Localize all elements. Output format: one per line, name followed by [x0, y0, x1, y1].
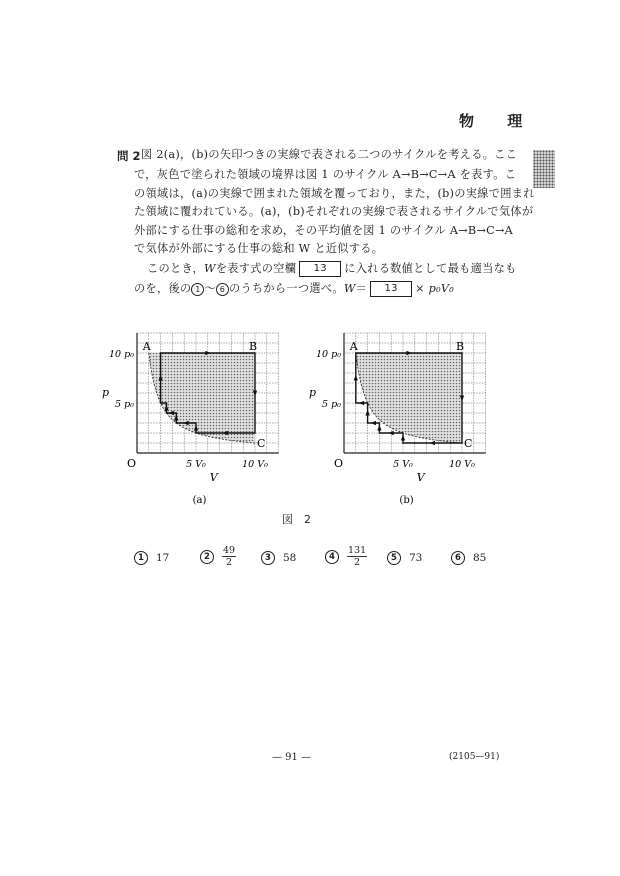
numerator: 131	[348, 545, 367, 556]
x-axis-label: V	[209, 471, 218, 484]
y-tick-10p0: 10 p₀	[316, 349, 341, 360]
arrow-marker	[359, 401, 365, 405]
choice-value: 58	[283, 552, 297, 564]
subject-title: 物 理	[459, 112, 537, 130]
numerator: 49	[223, 545, 236, 556]
choice-value: 85	[473, 552, 487, 564]
y-tick-10p0: 10 p₀	[109, 349, 134, 360]
arrow-marker	[377, 425, 381, 431]
question-line-8	[134, 281, 454, 297]
fraction	[222, 545, 236, 568]
arrow-marker	[354, 375, 358, 381]
line7-text-c: に入れる数値として最も適当なも	[344, 262, 517, 275]
fraction	[347, 545, 367, 568]
equals-sign: ＝	[355, 282, 368, 295]
question-line-1: 図 2(a)，(b)の矢印つきの実線で表される二つのサイクルを考える。ここ	[141, 148, 518, 161]
figure-caption-a: (a)	[192, 495, 207, 506]
w-symbol: W	[204, 262, 216, 275]
figure-title: 図 2	[282, 513, 311, 526]
answer-blank-13: 13	[299, 261, 341, 277]
choice-value: 73	[409, 552, 423, 564]
origin-label: O	[334, 457, 344, 470]
question-line-6: で気体が外部にする仕事の総和 W と近似する。	[134, 242, 384, 255]
choice-1[interactable]	[134, 551, 169, 565]
question-line-3: の領域は，(a)の実線で囲まれた領域を覆っており，また，(b)の実線で囲まれ	[134, 187, 535, 200]
question-line-7	[147, 261, 517, 277]
choice-value: 17	[156, 552, 170, 564]
choice-mark-1: 1	[134, 551, 148, 565]
y-tick-5p0: 5 p₀	[115, 399, 134, 410]
choice-5[interactable]	[387, 551, 422, 565]
point-c-label: C	[257, 437, 266, 450]
shaded-region	[149, 353, 255, 443]
point-a-label: A	[142, 340, 151, 353]
y-axis-label: p	[102, 386, 110, 399]
figure-caption-b: (b)	[399, 495, 414, 506]
arrow-marker	[371, 421, 377, 425]
section-tab-mark	[533, 150, 555, 188]
choice-mark-5: 5	[387, 551, 401, 565]
figure-a	[95, 325, 295, 515]
circled-number-1: 1	[191, 283, 204, 296]
exam-code: (2105—91)	[449, 752, 500, 762]
arrow-marker	[388, 431, 394, 435]
point-b-label: B	[249, 340, 258, 353]
w-symbol: W	[343, 282, 356, 295]
choice-4[interactable]	[325, 545, 367, 568]
denominator: 2	[354, 557, 361, 568]
y-axis-label: p	[309, 386, 317, 399]
page-number: — 91 —	[272, 752, 312, 763]
arrow-marker	[430, 441, 436, 445]
choice-mark-6: 6	[451, 551, 465, 565]
question-number: 問 2	[117, 149, 141, 163]
question-line-2: で，灰色で塗られた領域の境界は図 1 のサイクル A→B→C→A を表す。こ	[134, 168, 517, 181]
choice-2[interactable]	[200, 545, 236, 568]
tilde: ～	[204, 282, 216, 295]
line7-text-a: このとき，	[147, 262, 204, 275]
line8-text-b: のうちから一つ選べ。	[228, 282, 344, 295]
x-tick-10v0: 10 V₀	[449, 459, 475, 470]
choice-mark-2: 2	[200, 550, 214, 564]
origin-label: O	[127, 457, 137, 470]
x-tick-10v0: 10 V₀	[242, 459, 268, 470]
line8-text-a: のを，後の	[134, 282, 192, 295]
x-tick-5v0: 5 V₀	[186, 459, 206, 470]
question-line-4: た領域に覆われている。(a)，(b)それぞれの実線で表されるサイクルで気体が	[134, 205, 534, 218]
line7-text-b: を表す式の空欄	[215, 262, 297, 275]
x-tick-5v0: 5 V₀	[393, 459, 413, 470]
figure-b	[302, 325, 502, 515]
point-a-label: A	[349, 340, 358, 353]
answer-blank-13: 13	[370, 281, 412, 297]
question-line-5: 外部にする仕事の総和を求め，その平均値を図 1 のサイクル A→B→C→A	[134, 224, 514, 237]
circled-number-6: 6	[216, 283, 229, 296]
choice-6[interactable]	[451, 551, 486, 565]
point-b-label: B	[456, 340, 465, 353]
x-axis-label: V	[416, 471, 425, 484]
y-tick-5p0: 5 p₀	[322, 399, 341, 410]
point-c-label: C	[464, 437, 473, 450]
p0v0-term: × p₀V₀	[415, 282, 455, 295]
choice-3[interactable]	[261, 551, 296, 565]
choice-mark-3: 3	[261, 551, 275, 565]
choice-mark-4: 4	[325, 550, 339, 564]
denominator: 2	[226, 557, 233, 568]
shaded-region	[356, 353, 462, 443]
arrow-marker	[401, 435, 405, 441]
